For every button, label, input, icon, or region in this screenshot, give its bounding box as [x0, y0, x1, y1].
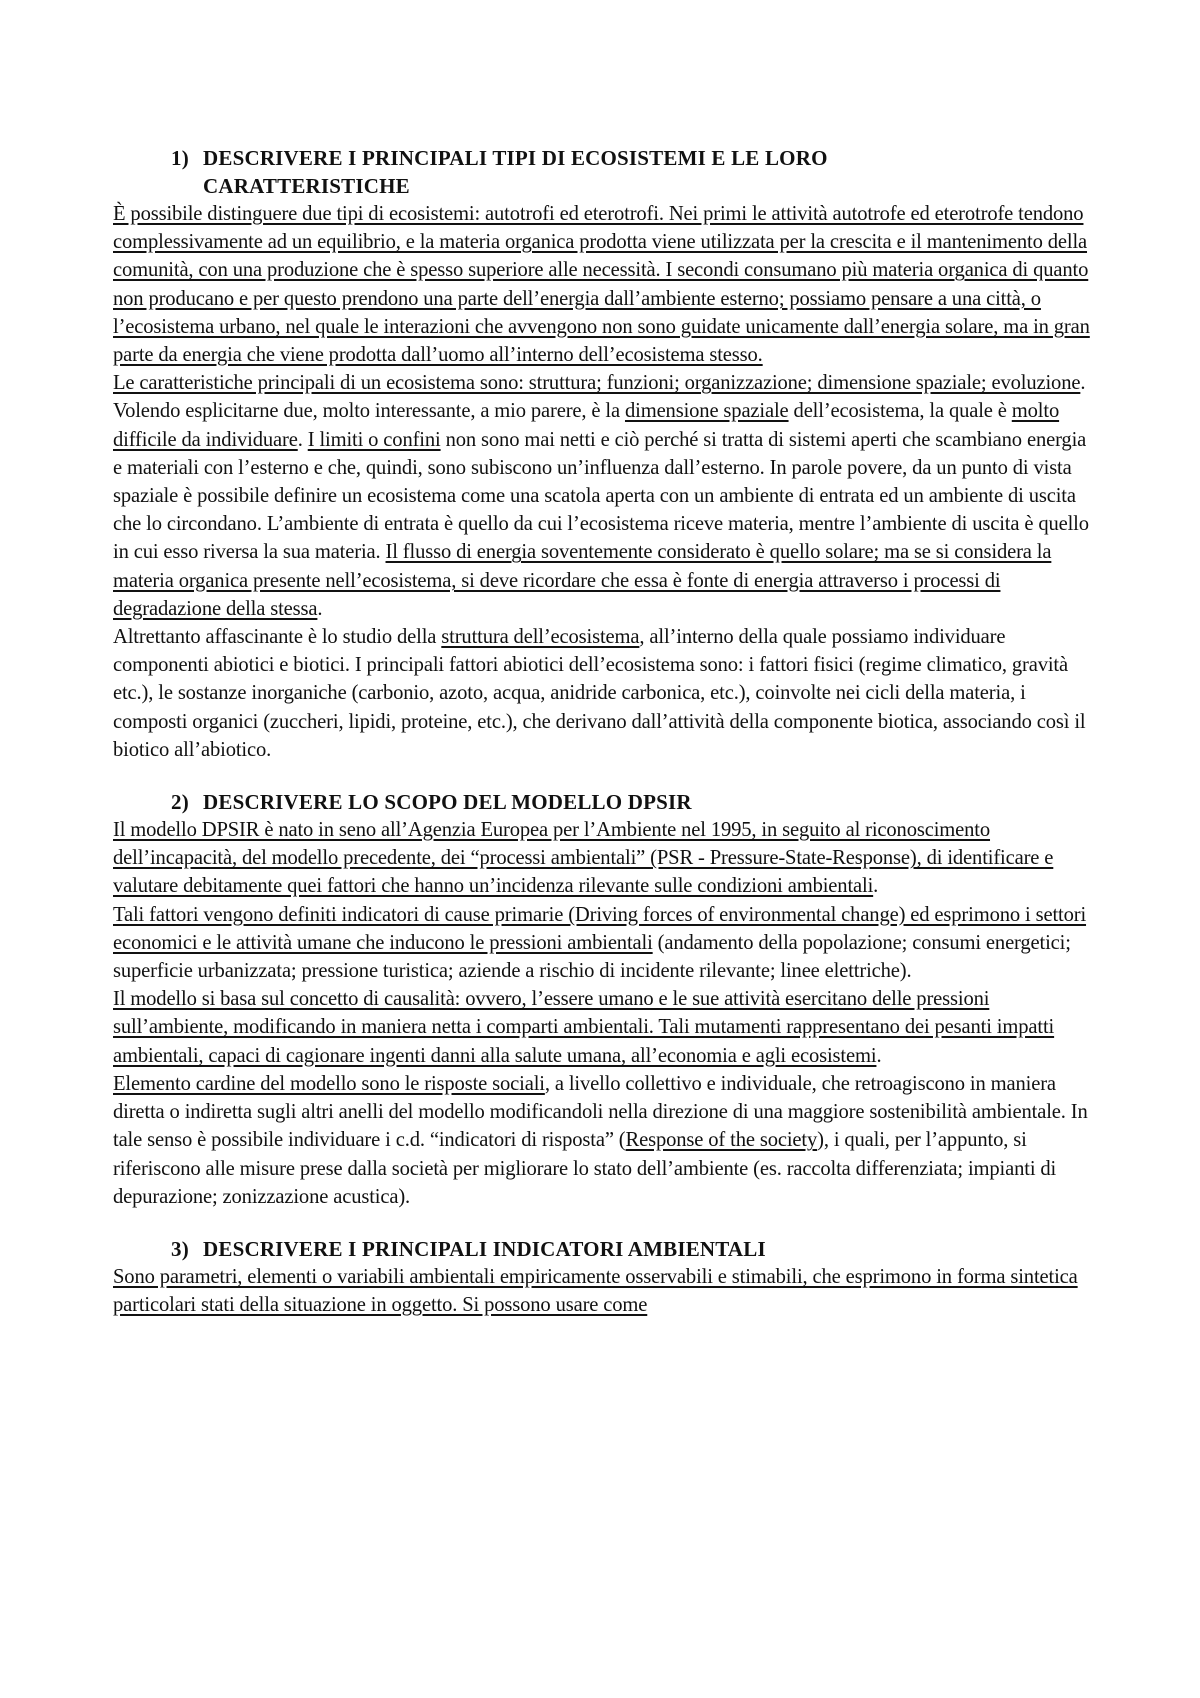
underlined-text: struttura dell’ecosistema: [441, 626, 640, 649]
underlined-text: Il flusso di energia soventemente considerato è quello solare; ma se si considera la materia organica presente nell’ecosistema, si deve ricordare che essa è fonte di energia attraverso i processi di degradazione della stessa: [113, 541, 1052, 620]
text-run: Volendo esplicitarne due, molto interessante, a mio parere, è la: [113, 400, 625, 423]
text-run: (andamento della popolazione; consumi energetici; superficie urbanizzata; pressione turistica; aziende a rischio di incidente rilevante; linee elettriche).: [113, 931, 1071, 983]
text-run: .: [1080, 372, 1086, 395]
section-number: 1): [171, 146, 189, 170]
underlined-text: Response of the society: [625, 1129, 818, 1152]
paragraph: [113, 816, 1100, 901]
text-run: .: [873, 875, 879, 898]
section-body: [113, 200, 1100, 764]
section-heading: [113, 1235, 1100, 1263]
section-title: DESCRIVERE I PRINCIPALI TIPI DI ECOSISTEMI E LE LORO CARATTERISTICHE: [203, 146, 828, 198]
underlined-text: Elemento cardine del modello sono le risposte sociali: [113, 1072, 545, 1095]
paragraph: [113, 397, 1100, 623]
section-title: DESCRIVERE LO SCOPO DEL MODELLO DPSIR: [203, 790, 692, 815]
underlined-text: Le caratteristiche principali di un ecosistema sono: struttura; funzioni; organizzazione; dimensione spaziale; evoluzione: [113, 372, 1081, 395]
underlined-text: Il modello si basa sul concetto di causalità: ovvero, l’essere umano e le sue attività esercitano delle pressioni sull’ambiente, modificando in maniera netta i comparti ambientali. Tali mutamenti rappresentano dei pesanti impatti ambientali, capaci di cagionare ingenti danni alla salute umana, all’economia e agli ecosistemi: [113, 988, 1055, 1067]
text-run: ), i quali, per l’appunto, si riferiscono alle misure prese dalla società per migliorare lo stato dell’ambiente (es. raccolta differenziata; impianti di depurazione; zonizzazione acustica).: [113, 1129, 1057, 1208]
section-2: [113, 788, 1100, 1211]
paragraph: [113, 985, 1100, 1070]
underlined-text: I limiti o confini: [307, 428, 441, 451]
paragraph: [113, 901, 1100, 986]
paragraph: [113, 369, 1100, 397]
paragraph: [113, 1263, 1100, 1319]
section-3: [113, 1235, 1100, 1319]
section-body: [113, 816, 1100, 1211]
text-run: , all’interno della quale possiamo individuare componenti abiotici e biotici. I principali fattori abiotici dell’ecosistema sono: i fattori fisici (regime climatico, gravità etc.), le sostanze inorganiche (carbonio, azoto, acqua, anidride carbonica, etc.), coinvolte nei cicli della materia, i composti organici (zuccheri, lipidi, proteine, etc.), che derivano dall’attività della componente biotica, associando così il biotico all’abiotico.: [113, 626, 1086, 761]
underlined-text: Il modello DPSIR è nato in seno all’Agenzia Europea per l’Ambiente nel 1995, in seguito al riconoscimento dell’incapacità, del modello precedente, dei “processi ambientali” (PSR - Pressure-State-Response), di identificare e valutare debitamente quei fattori che hanno un’incidenza rilevante sulle condizioni ambientali: [113, 819, 1054, 898]
underlined-text: dimensione spaziale: [624, 400, 789, 423]
section-heading: [113, 144, 1100, 200]
paragraph: [113, 200, 1100, 369]
text-run: .: [876, 1044, 882, 1067]
underlined-text: È possibile distinguere due tipi di ecosistemi: autotrofi ed eterotrofi. Nei primi le attività autotrofe ed eterotrofe tendono complessivamente ad un equilibrio, e la materia organica prodotta viene utilizzata per la crescita e il mantenimento della comunità, con una produzione che è spesso superiore alle necessità. I secondi consumano più materia organica di quanto non producano e per questo prendono una parte dell’energia dall’ambiente esterno; possiamo pensare a una città, o l’ecosistema urbano, nel quale le interazioni che avvengono non sono guidate unicamente dall’energia solare, ma in gran parte da energia che viene prodotta dall’uomo all’interno dell’ecosistema stesso.: [113, 203, 1090, 367]
paragraph: [113, 623, 1100, 764]
text-run: , a livello collettivo e individuale, che retroagiscono in maniera diretta o indiretta sugli altri anelli del modello modificandoli nella direzione di una maggiore sostenibilità ambientale. In tale senso è possibile individuare i c.d. “indicatori di risposta” (: [113, 1072, 1088, 1152]
section-1: [113, 144, 1100, 764]
text-run: .: [317, 597, 323, 620]
section-title: DESCRIVERE I PRINCIPALI INDICATORI AMBIENTALI: [203, 1236, 766, 1261]
section-number: 3): [171, 1236, 189, 1261]
underlined-text: Tali fattori vengono definiti indicatori di cause primarie (Driving forces of environmental change) ed esprimono i settori economici e le attività umane che inducono le pressioni ambientali: [113, 903, 1087, 954]
section-body: [113, 1263, 1100, 1319]
section-heading: [113, 788, 1100, 816]
paragraph: [113, 1070, 1100, 1211]
text-run: dell’ecosistema, la quale è: [788, 400, 1012, 423]
text-run: .: [297, 428, 308, 451]
underlined-text: Sono parametri, elementi o variabili ambientali empiricamente osservabili e stimabili, che esprimono in forma sintetica particolari stati della situazione in oggetto. Si possono usare come: [113, 1265, 1078, 1317]
text-run: non sono mai netti e ciò perché si tratta di sistemi aperti che scambiano energia e materiali con l’esterno e che, quindi, sono subiscono un’influenza dall’esterno. In parole povere, da un punto di vista spaziale è possibile definire un ecosistema come una scatola aperta con un ambiente di entrata ed un ambiente di uscita che lo circondano. L’ambiente di entrata è quello da cui l’ecosistema riceve materia, mentre l’ambiente di uscita è quello in cui esso riversa la sua materia.: [113, 428, 1089, 564]
underlined-text: molto difficile da individuare: [113, 400, 1060, 451]
text-run: Altrettanto affascinante è lo studio della: [113, 626, 442, 649]
section-number: 2): [171, 790, 189, 815]
